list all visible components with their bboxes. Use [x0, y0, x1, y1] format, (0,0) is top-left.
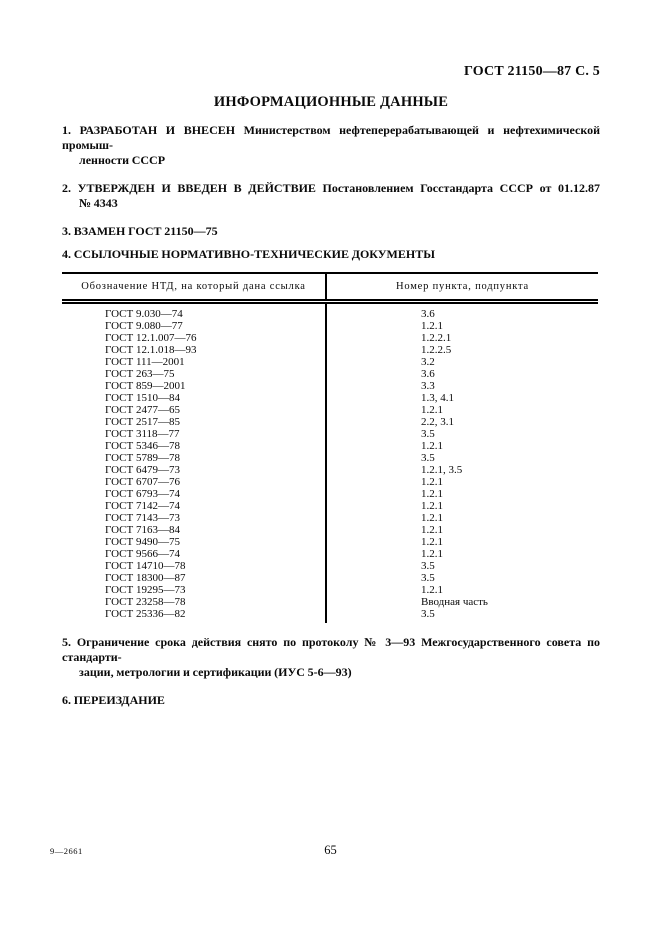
table-row	[62, 320, 598, 332]
table-row	[62, 344, 598, 356]
page-number: 65	[324, 843, 337, 857]
table-cell-clause: 1.2.1	[326, 500, 598, 512]
table-row	[62, 608, 598, 623]
page-title: ИНФОРМАЦИОННЫЕ ДАННЫЕ	[213, 94, 449, 110]
table-cell-gost: ГОСТ 3118—77	[105, 428, 180, 440]
table-cell-gost: ГОСТ 7163—84	[105, 524, 180, 536]
table-row	[62, 464, 598, 476]
table-row	[62, 572, 598, 584]
table-row	[62, 380, 598, 392]
table-cell-clause: Вводная часть	[326, 596, 598, 608]
table-cell-clause: 1.2.1	[326, 548, 598, 560]
table-cell-clause: 1.2.1	[326, 512, 598, 524]
table-cell-gost: ГОСТ 111—2001	[105, 356, 185, 368]
table-cell-gost: ГОСТ 12.1.018—93	[105, 344, 197, 356]
table-cell-clause: 3.6	[326, 368, 598, 380]
table-cell-clause: 1.2.1	[326, 404, 598, 416]
table-cell-gost: ГОСТ 19295—73	[105, 584, 186, 596]
table-cell-clause: 2.2, 3.1	[326, 416, 598, 428]
table-cell-gost: ГОСТ 12.1.007—76	[105, 332, 197, 344]
table-row	[62, 440, 598, 452]
table-cell-clause: 1.2.1	[326, 320, 598, 332]
table-cell-clause: 1.2.2.1	[326, 332, 598, 344]
table-cell-clause: 1.2.1	[326, 476, 598, 488]
table-cell-clause: 1.3, 4.1	[326, 392, 598, 404]
table-cell-gost: ГОСТ 9490—75	[105, 536, 180, 548]
table-row	[62, 596, 598, 608]
table-row	[62, 548, 598, 560]
table-cell-clause: 1.2.1	[326, 524, 598, 536]
table-cell-gost: ГОСТ 859—2001	[105, 380, 186, 392]
info-item-4	[62, 247, 600, 262]
info-item-6-line-1: 6. ПЕРЕИЗДАНИЕ	[62, 693, 165, 707]
table-cell-clause: 1.2.1	[326, 440, 598, 452]
table-cell-clause: 1.2.1	[326, 488, 598, 500]
print-order-code: 9—2661	[50, 846, 83, 856]
page-content	[0, 64, 661, 708]
table-cell-clause: 3.2	[326, 356, 598, 368]
table-row	[62, 428, 598, 440]
table-cell-gost: ГОСТ 14710—78	[105, 560, 186, 572]
info-item-6	[62, 693, 600, 708]
table-cell-clause: 3.3	[326, 380, 598, 392]
table-row	[62, 452, 598, 464]
info-item-3-line-1: 3. ВЗАМЕН ГОСТ 21150—75	[62, 224, 218, 238]
table-cell-gost: ГОСТ 9566—74	[105, 548, 180, 560]
table-cell-gost: ГОСТ 2517—85	[105, 416, 180, 428]
info-item-1-line-1: 1. РАЗРАБОТАН И ВНЕСЕН Министерством нефтеперерабатывающей и нефтехимической промыш-	[62, 123, 600, 152]
table-row	[62, 584, 598, 596]
table-cell-gost: ГОСТ 6793—74	[105, 488, 180, 500]
table-cell-clause: 3.5	[326, 572, 598, 584]
table-row	[62, 392, 598, 404]
info-item-2	[62, 181, 600, 211]
table-cell-gost: ГОСТ 5346—78	[105, 440, 180, 452]
table-row	[62, 524, 598, 536]
table-cell-gost: ГОСТ 1510—84	[105, 392, 180, 404]
table-cell-gost: ГОСТ 6707—76	[105, 476, 180, 488]
table-cell-clause: 3.6	[326, 302, 598, 321]
table-cell-gost: ГОСТ 5789—78	[105, 452, 180, 464]
table-cell-clause: 3.5	[326, 608, 598, 623]
table-cell-gost: ГОСТ 6479—73	[105, 464, 180, 476]
table-header-ntd: Обозначение НТД, на который дана ссылка	[62, 273, 326, 302]
info-item-5-line-1: 5. Ограничение срока действия снято по протоколу № 3—93 Межгосударственного совета по стандарти-	[62, 635, 600, 664]
table-cell-clause: 1.2.1, 3.5	[326, 464, 598, 476]
table-row	[62, 356, 598, 368]
info-item-5-line-2: зации, метрологии и сертификации (ИУС 5-6—93)	[79, 665, 352, 679]
table-cell-gost: ГОСТ 263—75	[105, 368, 175, 380]
table-cell-clause: 3.5	[326, 452, 598, 464]
table-row	[62, 500, 598, 512]
table-cell-clause: 1.2.1	[326, 536, 598, 548]
table-row	[62, 512, 598, 524]
info-item-4-line-1: 4. ССЫЛОЧНЫЕ НОРМАТИВНО-ТЕХНИЧЕСКИЕ ДОКУМЕНТЫ	[62, 247, 435, 261]
references-table-head	[62, 273, 598, 302]
table-cell-gost: ГОСТ 23258—78	[105, 596, 186, 608]
table-cell-clause: 1.2.1	[326, 584, 598, 596]
info-item-2-line-2: № 4343	[79, 196, 118, 210]
references-table-body	[62, 302, 598, 624]
table-row	[62, 536, 598, 548]
table-row	[62, 332, 598, 344]
table-cell-gost: ГОСТ 18300—87	[105, 572, 186, 584]
table-row	[62, 416, 598, 428]
table-row	[62, 404, 598, 416]
table-row	[62, 488, 598, 500]
table-cell-gost: ГОСТ 7143—73	[105, 512, 180, 524]
table-cell-gost: ГОСТ 9.080—77	[105, 320, 183, 332]
info-item-1-line-2: ленности СССР	[79, 153, 166, 167]
page-header: ГОСТ 21150—87 С. 5	[463, 64, 600, 79]
table-row	[62, 302, 598, 321]
info-item-2-line-1: 2. УТВЕРЖДЕН И ВВЕДЕН В ДЕЙСТВИЕ Постановлением Госстандарта СССР от 01.12.87	[62, 181, 600, 195]
info-item-3	[62, 224, 600, 239]
table-cell-gost: ГОСТ 9.030—74	[105, 308, 183, 320]
info-item-5	[62, 635, 600, 680]
table-header-clause: Номер пункта, подпункта	[326, 273, 598, 302]
table-cell-clause: 1.2.2.5	[326, 344, 598, 356]
table-cell-gost: ГОСТ 7142—74	[105, 500, 180, 512]
table-cell-clause: 3.5	[326, 560, 598, 572]
table-row	[62, 560, 598, 572]
table-cell-clause: 3.5	[326, 428, 598, 440]
table-row	[62, 368, 598, 380]
table-row	[62, 476, 598, 488]
table-cell-gost: ГОСТ 2477—65	[105, 404, 180, 416]
info-item-1	[62, 123, 600, 168]
references-table	[62, 272, 598, 623]
table-cell-gost: ГОСТ 25336—82	[105, 608, 186, 620]
